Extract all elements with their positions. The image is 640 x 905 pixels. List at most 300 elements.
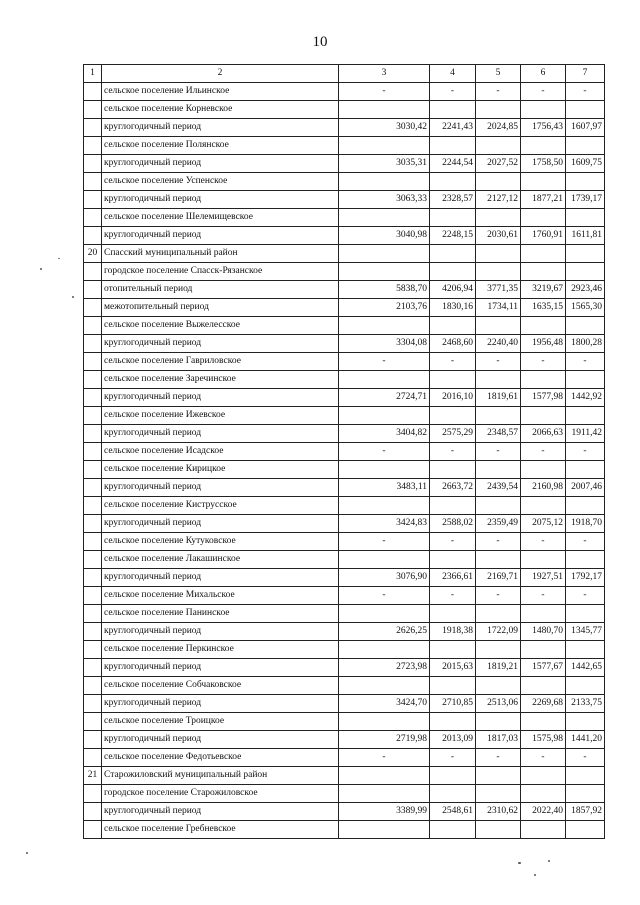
value-cell: 2127,12 [476, 191, 521, 209]
value-cell [430, 101, 476, 119]
value-cell [476, 245, 521, 263]
table-row [84, 551, 605, 569]
value-cell: 2513,06 [476, 695, 521, 713]
value-cell: 2439,54 [476, 479, 521, 497]
row-name-cell: межотопительный период [102, 299, 339, 317]
value-cell [476, 785, 521, 803]
table-row [84, 767, 605, 785]
table-row [84, 533, 605, 551]
table-row [84, 425, 605, 443]
value-cell: 1611,81 [566, 227, 605, 245]
value-cell [476, 209, 521, 227]
table-row [84, 497, 605, 515]
value-cell: 1800,28 [566, 335, 605, 353]
value-cell: 1792,17 [566, 569, 605, 587]
value-cell: 3424,83 [339, 515, 430, 533]
value-cell: 3076,90 [339, 569, 430, 587]
value-cell: 2366,61 [430, 569, 476, 587]
row-number-cell [84, 785, 102, 803]
row-number-cell [84, 569, 102, 587]
value-cell: 2719,98 [339, 731, 430, 749]
row-number-cell [84, 587, 102, 605]
value-cell [521, 371, 566, 389]
value-cell: 2027,52 [476, 155, 521, 173]
value-cell: 1830,16 [430, 299, 476, 317]
value-cell [566, 407, 605, 425]
value-cell [521, 245, 566, 263]
value-cell: - [521, 83, 566, 101]
value-cell: 2248,15 [430, 227, 476, 245]
value-cell [476, 263, 521, 281]
value-cell [430, 677, 476, 695]
value-cell: 5838,70 [339, 281, 430, 299]
row-number-cell [84, 515, 102, 533]
value-cell [430, 407, 476, 425]
header-cell: 6 [521, 65, 566, 83]
table-row [84, 713, 605, 731]
value-cell [339, 641, 430, 659]
value-cell: 3424,70 [339, 695, 430, 713]
value-cell [430, 641, 476, 659]
row-number-cell: 21 [84, 767, 102, 785]
value-cell [430, 497, 476, 515]
row-name-cell: круглогодичный период [102, 227, 339, 245]
value-cell [521, 209, 566, 227]
value-cell: 2575,29 [430, 425, 476, 443]
value-cell [566, 551, 605, 569]
value-cell [430, 317, 476, 335]
value-cell: 1918,38 [430, 623, 476, 641]
value-cell: 2269,68 [521, 695, 566, 713]
row-number-cell [84, 443, 102, 461]
table-row [84, 209, 605, 227]
row-name-cell: сельское поселение Исадское [102, 443, 339, 461]
row-number-cell [84, 731, 102, 749]
scan-speck [534, 874, 536, 876]
row-name-cell: сельское поселение Лакашинское [102, 551, 339, 569]
row-name-cell: круглогодичный период [102, 425, 339, 443]
row-number-cell [84, 119, 102, 137]
value-cell: - [566, 443, 605, 461]
value-cell [521, 641, 566, 659]
row-name-cell: сельское поселение Кирицкое [102, 461, 339, 479]
table-row [84, 407, 605, 425]
value-cell: 1577,67 [521, 659, 566, 677]
value-cell [339, 137, 430, 155]
row-name-cell: круглогодичный период [102, 731, 339, 749]
value-cell: - [339, 353, 430, 371]
row-number-cell [84, 317, 102, 335]
row-number-cell [84, 461, 102, 479]
value-cell: 1441,20 [566, 731, 605, 749]
value-cell: - [430, 533, 476, 551]
value-cell: 3771,35 [476, 281, 521, 299]
value-cell [521, 713, 566, 731]
value-cell: 2359,49 [476, 515, 521, 533]
value-cell: 1739,17 [566, 191, 605, 209]
value-cell [521, 137, 566, 155]
row-name-cell: сельское поселение Кутуковское [102, 533, 339, 551]
scan-speck [40, 268, 42, 270]
value-cell: 2240,40 [476, 335, 521, 353]
value-cell: 2348,57 [476, 425, 521, 443]
value-cell [521, 677, 566, 695]
header-row [84, 65, 605, 83]
value-cell: 2241,43 [430, 119, 476, 137]
table-row [84, 623, 605, 641]
row-number-cell [84, 389, 102, 407]
value-cell: 1927,51 [521, 569, 566, 587]
scan-speck [518, 862, 521, 864]
value-cell [566, 209, 605, 227]
value-cell: - [430, 83, 476, 101]
value-cell [476, 137, 521, 155]
row-name-cell: сельское поселение Ильинское [102, 83, 339, 101]
row-name-cell: круглогодичный период [102, 695, 339, 713]
value-cell [430, 821, 476, 839]
value-cell: - [521, 749, 566, 767]
value-cell [566, 677, 605, 695]
row-number-cell [84, 101, 102, 119]
value-cell [430, 263, 476, 281]
value-cell [566, 137, 605, 155]
row-number-cell [84, 713, 102, 731]
value-cell [476, 461, 521, 479]
value-cell: 3040,98 [339, 227, 430, 245]
row-number-cell [84, 335, 102, 353]
value-cell: 2015,63 [430, 659, 476, 677]
row-name-cell: круглогодичный период [102, 515, 339, 533]
table-row [84, 803, 605, 821]
row-name-cell: круглогодичный период [102, 389, 339, 407]
row-name-cell: сельское поселение Киструсское [102, 497, 339, 515]
value-cell [339, 497, 430, 515]
value-cell: 2103,76 [339, 299, 430, 317]
table-row [84, 587, 605, 605]
table-row [84, 677, 605, 695]
value-cell [339, 461, 430, 479]
value-cell [476, 101, 521, 119]
value-cell [339, 101, 430, 119]
value-cell [566, 317, 605, 335]
table-row [84, 731, 605, 749]
value-cell: 2723,98 [339, 659, 430, 677]
scan-speck [548, 860, 550, 862]
row-name-cell: Старожиловский муниципальный район [102, 767, 339, 785]
value-cell: - [430, 443, 476, 461]
value-cell: - [339, 533, 430, 551]
value-cell [521, 101, 566, 119]
table-row [84, 191, 605, 209]
row-name-cell: сельское поселение Шелемищевское [102, 209, 339, 227]
row-number-cell [84, 641, 102, 659]
row-name-cell: сельское поселение Перкинское [102, 641, 339, 659]
value-cell: 2468,60 [430, 335, 476, 353]
value-cell [430, 137, 476, 155]
row-name-cell: круглогодичный период [102, 569, 339, 587]
value-cell: - [339, 443, 430, 461]
table-row [84, 821, 605, 839]
row-name-cell: круглогодичный период [102, 191, 339, 209]
value-cell [339, 209, 430, 227]
value-cell [339, 605, 430, 623]
table-row [84, 443, 605, 461]
scan-speck [26, 852, 28, 854]
table-row [84, 101, 605, 119]
value-cell [566, 371, 605, 389]
value-cell: - [521, 587, 566, 605]
table-row [84, 659, 605, 677]
value-cell [521, 461, 566, 479]
value-cell [339, 263, 430, 281]
value-cell: - [476, 353, 521, 371]
table-row [84, 317, 605, 335]
value-cell: - [566, 353, 605, 371]
value-cell: - [566, 587, 605, 605]
value-cell: 2030,61 [476, 227, 521, 245]
value-cell [430, 461, 476, 479]
value-cell [430, 713, 476, 731]
value-cell: 1760,91 [521, 227, 566, 245]
value-cell [566, 101, 605, 119]
row-name-cell: сельское поселение Корневское [102, 101, 339, 119]
value-cell [339, 317, 430, 335]
value-cell: - [476, 443, 521, 461]
value-cell [521, 317, 566, 335]
value-cell: 3063,33 [339, 191, 430, 209]
row-name-cell: сельское поселение Федотьевское [102, 749, 339, 767]
page-number: 10 [312, 34, 328, 50]
value-cell [339, 245, 430, 263]
table-row [84, 83, 605, 101]
value-cell [476, 641, 521, 659]
value-cell: 1480,70 [521, 623, 566, 641]
value-cell: - [566, 83, 605, 101]
row-name-cell: круглогодичный период [102, 479, 339, 497]
row-name-cell: сельское поселение Михальское [102, 587, 339, 605]
value-cell: 3483,11 [339, 479, 430, 497]
value-cell: 1442,65 [566, 659, 605, 677]
header-cell: 2 [102, 65, 339, 83]
value-cell: 2663,72 [430, 479, 476, 497]
row-number-cell [84, 371, 102, 389]
value-cell: 2588,02 [430, 515, 476, 533]
value-cell: - [476, 533, 521, 551]
value-cell: - [521, 443, 566, 461]
table-row [84, 389, 605, 407]
table-row [84, 173, 605, 191]
value-cell [521, 263, 566, 281]
value-cell: 2548,61 [430, 803, 476, 821]
row-name-cell: сельское поселение Успенское [102, 173, 339, 191]
header-cell: 7 [566, 65, 605, 83]
value-cell [566, 713, 605, 731]
row-name-cell: сельское поселение Ижевское [102, 407, 339, 425]
table-row [84, 245, 605, 263]
value-cell [339, 371, 430, 389]
header-cell: 3 [339, 65, 430, 83]
scan-speck [72, 296, 74, 298]
row-number-cell [84, 263, 102, 281]
value-cell: - [476, 587, 521, 605]
row-number-cell [84, 299, 102, 317]
table-row [84, 569, 605, 587]
value-cell: 1734,11 [476, 299, 521, 317]
row-name-cell: городское поселение Старожиловское [102, 785, 339, 803]
value-cell [430, 371, 476, 389]
value-cell [476, 317, 521, 335]
value-cell: - [476, 749, 521, 767]
value-cell [476, 821, 521, 839]
value-cell: 2133,75 [566, 695, 605, 713]
value-cell: 1575,98 [521, 731, 566, 749]
table-row [84, 749, 605, 767]
value-cell: 1577,98 [521, 389, 566, 407]
row-number-cell [84, 623, 102, 641]
value-cell: - [566, 533, 605, 551]
value-cell [476, 605, 521, 623]
value-cell [566, 461, 605, 479]
row-name-cell: круглогодичный период [102, 155, 339, 173]
row-number-cell [84, 695, 102, 713]
row-name-cell: сельское поселение Гребневское [102, 821, 339, 839]
row-name-cell: круглогодичный период [102, 659, 339, 677]
value-cell: 1609,75 [566, 155, 605, 173]
row-name-cell: сельское поселение Выжелесское [102, 317, 339, 335]
value-cell: 3030,42 [339, 119, 430, 137]
table-row [84, 479, 605, 497]
value-cell: 1345,77 [566, 623, 605, 641]
header-cell: 1 [84, 65, 102, 83]
value-cell [476, 407, 521, 425]
value-cell: 2066,63 [521, 425, 566, 443]
value-cell: 1857,92 [566, 803, 605, 821]
row-number-cell [84, 749, 102, 767]
row-number-cell [84, 227, 102, 245]
value-cell [430, 209, 476, 227]
row-number-cell [84, 479, 102, 497]
value-cell [339, 677, 430, 695]
row-name-cell: городское поселение Спасск-Рязанское [102, 263, 339, 281]
value-cell: 2710,85 [430, 695, 476, 713]
row-number-cell [84, 803, 102, 821]
value-cell: 1607,97 [566, 119, 605, 137]
row-number-cell [84, 137, 102, 155]
row-name-cell: отопительный период [102, 281, 339, 299]
table-row [84, 695, 605, 713]
value-cell: 1758,50 [521, 155, 566, 173]
value-cell: - [339, 749, 430, 767]
value-cell: 2022,40 [521, 803, 566, 821]
value-cell: 3404,82 [339, 425, 430, 443]
row-number-cell [84, 353, 102, 371]
scan-speck [58, 258, 60, 259]
value-cell: 2024,85 [476, 119, 521, 137]
value-cell [339, 173, 430, 191]
value-cell [339, 821, 430, 839]
row-name-cell: сельское поселение Гавриловское [102, 353, 339, 371]
value-cell [430, 605, 476, 623]
value-cell [476, 497, 521, 515]
value-cell: 2310,62 [476, 803, 521, 821]
row-number-cell [84, 677, 102, 695]
value-cell: 2626,25 [339, 623, 430, 641]
value-cell: 2075,12 [521, 515, 566, 533]
row-number-cell [84, 191, 102, 209]
value-cell [521, 821, 566, 839]
value-cell [521, 605, 566, 623]
value-cell [476, 371, 521, 389]
value-cell [430, 785, 476, 803]
table-row [84, 227, 605, 245]
row-name-cell: круглогодичный период [102, 803, 339, 821]
table-row [84, 785, 605, 803]
row-name-cell: круглогодичный период [102, 623, 339, 641]
value-cell: 2007,46 [566, 479, 605, 497]
value-cell: - [521, 353, 566, 371]
value-cell: 2016,10 [430, 389, 476, 407]
value-cell [566, 605, 605, 623]
value-cell [521, 785, 566, 803]
value-cell [339, 551, 430, 569]
table-row [84, 155, 605, 173]
value-cell: 1565,30 [566, 299, 605, 317]
value-cell: 1756,43 [521, 119, 566, 137]
value-cell: 1956,48 [521, 335, 566, 353]
value-cell [566, 641, 605, 659]
row-name-cell: сельское поселение Панинское [102, 605, 339, 623]
row-number-cell [84, 533, 102, 551]
value-cell [339, 785, 430, 803]
value-cell [339, 767, 430, 785]
value-cell: 3389,99 [339, 803, 430, 821]
value-cell [521, 497, 566, 515]
row-name-cell: сельское поселение Собчаковское [102, 677, 339, 695]
value-cell [566, 173, 605, 191]
value-cell [476, 173, 521, 191]
table-row [84, 641, 605, 659]
value-cell: - [430, 587, 476, 605]
row-number-cell [84, 209, 102, 227]
value-cell [430, 245, 476, 263]
value-cell: 2160,98 [521, 479, 566, 497]
value-cell: 3304,08 [339, 335, 430, 353]
tariff-table [83, 64, 605, 839]
value-cell [521, 173, 566, 191]
table-row [84, 335, 605, 353]
value-cell [476, 551, 521, 569]
value-cell: 2013,09 [430, 731, 476, 749]
value-cell [566, 263, 605, 281]
value-cell: 3035,31 [339, 155, 430, 173]
value-cell: - [521, 533, 566, 551]
row-name-cell: сельское поселение Троицкое [102, 713, 339, 731]
value-cell: 3219,67 [521, 281, 566, 299]
value-cell: 1877,21 [521, 191, 566, 209]
value-cell: 1918,70 [566, 515, 605, 533]
value-cell [521, 551, 566, 569]
table-row [84, 605, 605, 623]
value-cell [566, 245, 605, 263]
value-cell: 2923,46 [566, 281, 605, 299]
value-cell: - [566, 749, 605, 767]
table-row [84, 137, 605, 155]
value-cell [476, 713, 521, 731]
table-row [84, 515, 605, 533]
value-cell: 2169,71 [476, 569, 521, 587]
row-number-cell [84, 497, 102, 515]
row-number-cell [84, 659, 102, 677]
